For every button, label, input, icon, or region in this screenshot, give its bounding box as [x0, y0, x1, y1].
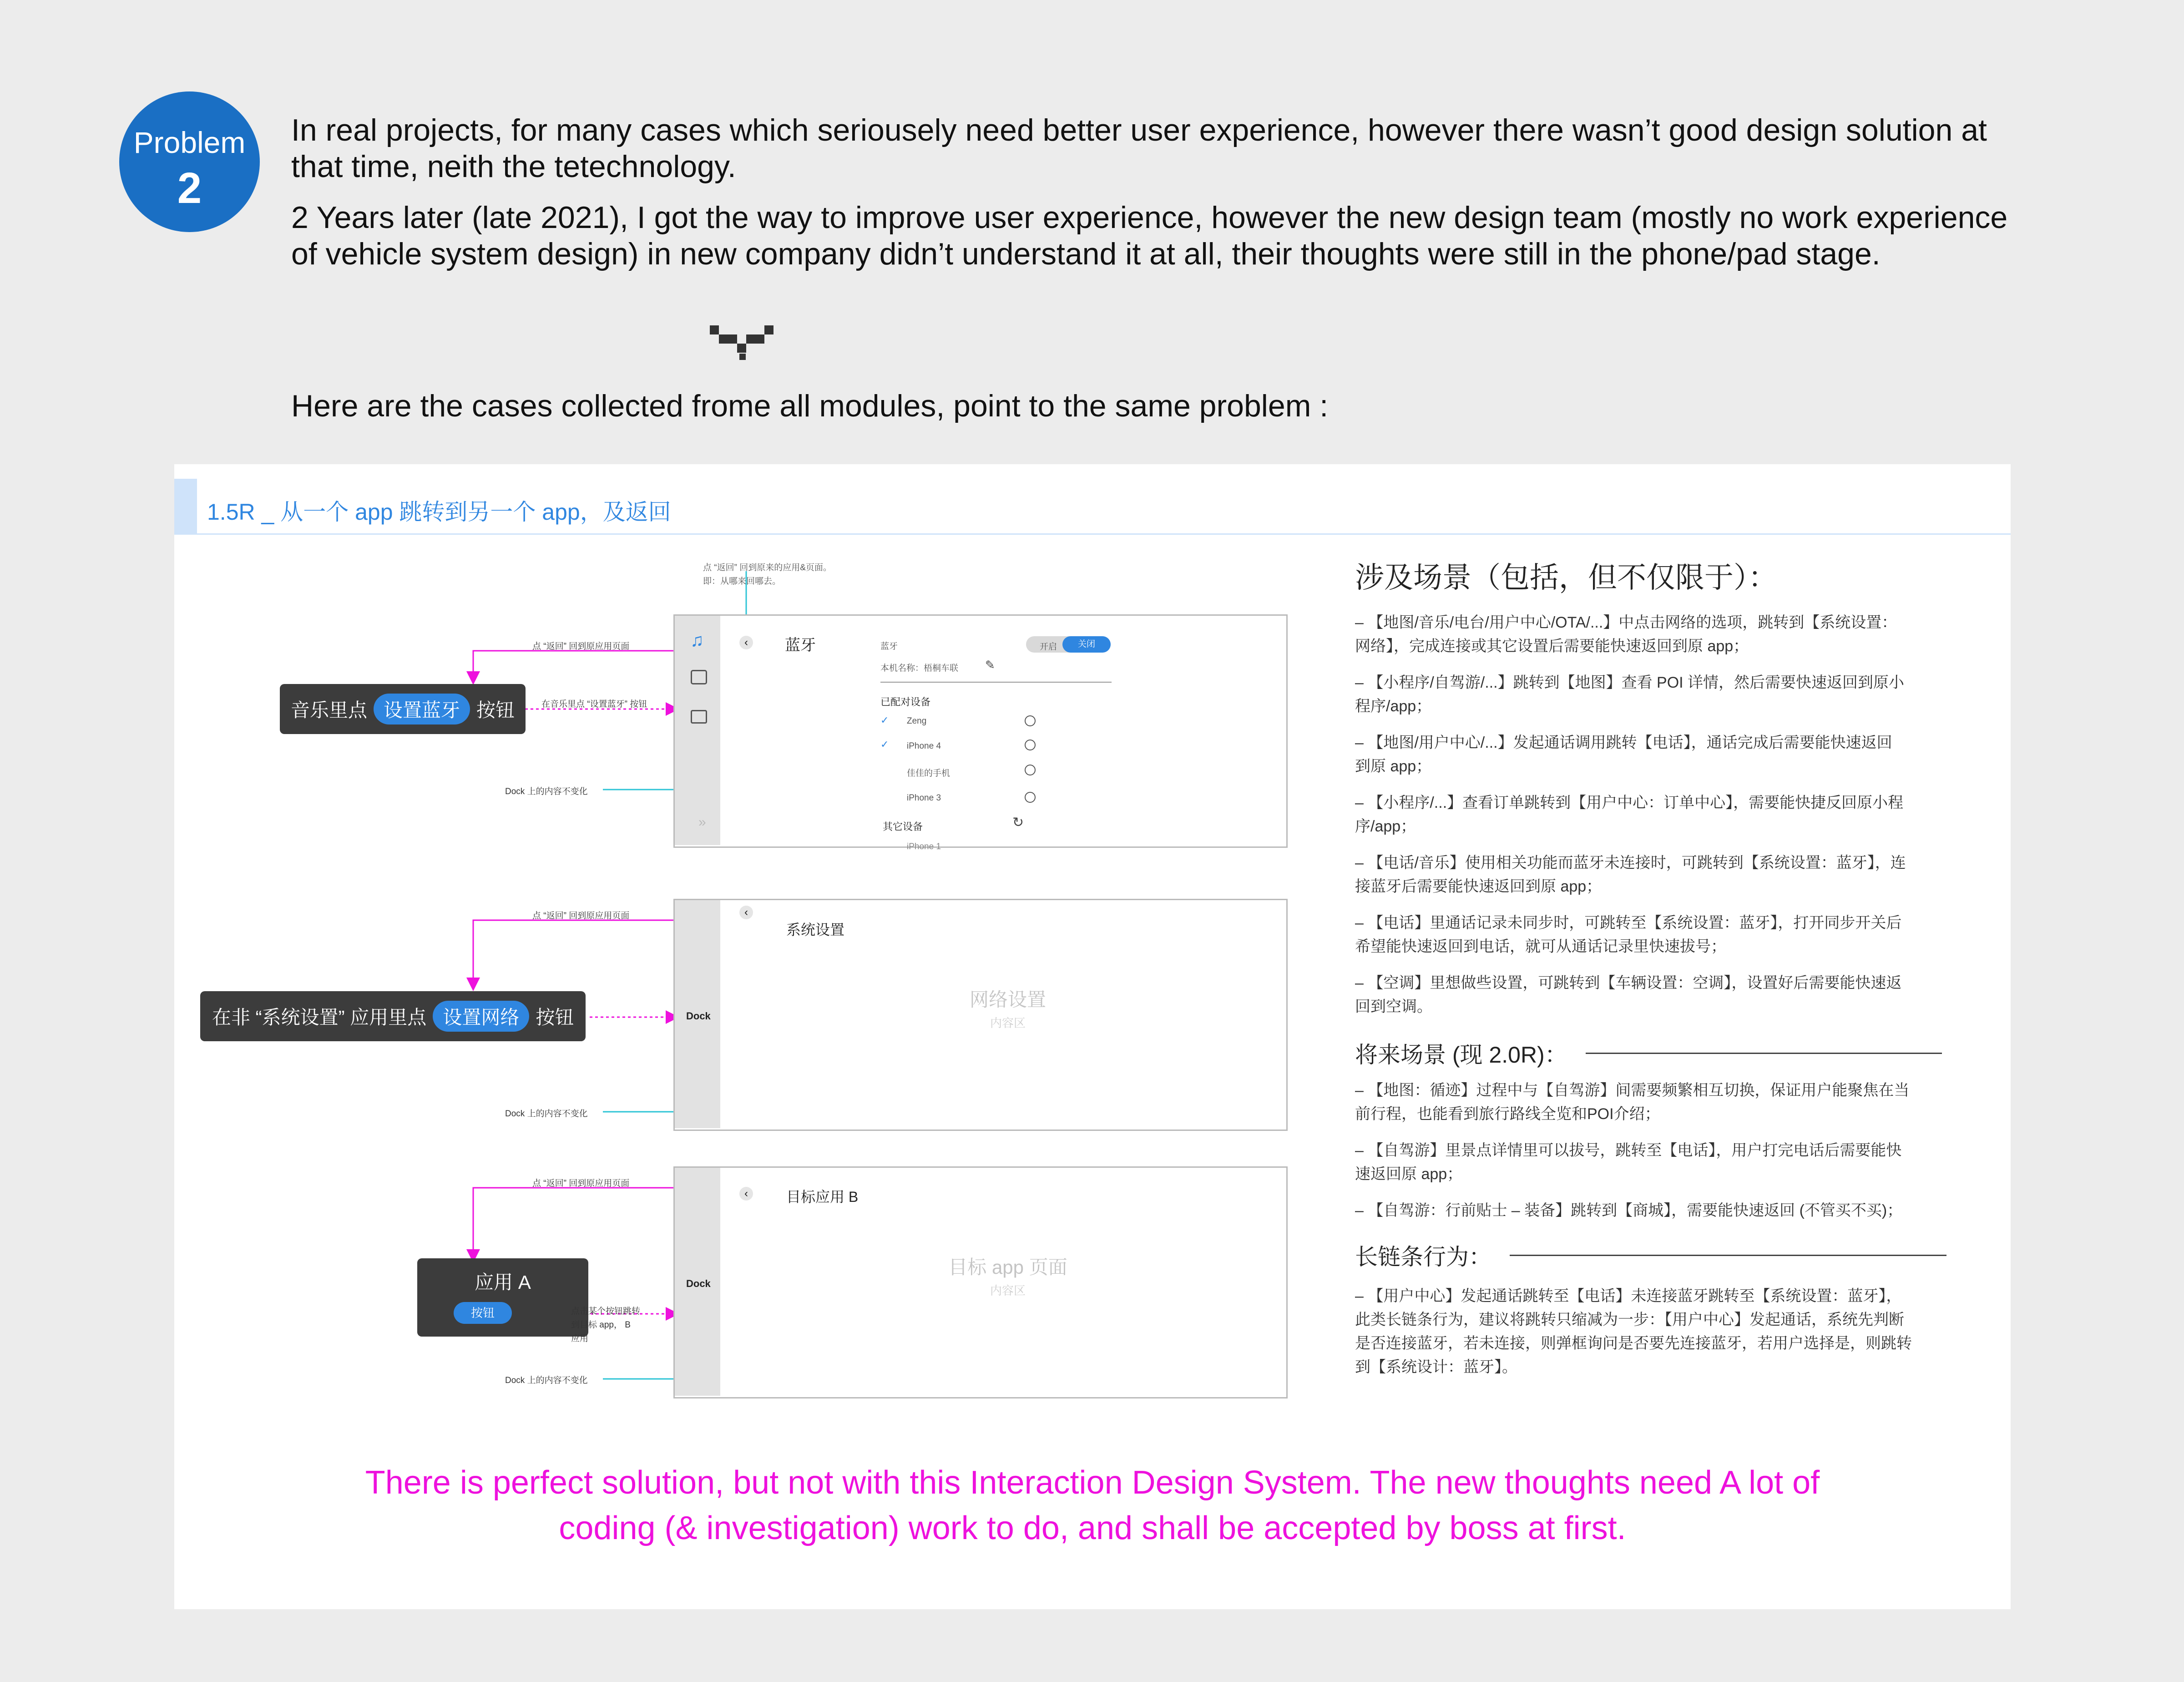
other-device[interactable]: iPhone 1	[907, 842, 941, 851]
media-icon[interactable]	[691, 710, 707, 724]
future-list	[1355, 1079, 1960, 1222]
paired-device[interactable]: iPhone 4	[907, 741, 941, 751]
content-subtitle: 内容区	[990, 1284, 1026, 1297]
future-item: – 【地图：循迹】过程中与【自驾游】间需要频繁相互切换，保证用户能聚焦在当 前行程，也能看到旅行路线全览和POI介绍；	[1355, 1082, 1910, 1123]
conclusion-line: There is perfect solution, but not with this Interaction Design System. The new thoughts need A lot of	[365, 1464, 1820, 1501]
app-a-title: 应用 A	[475, 1272, 531, 1293]
content-subtitle: 内容区	[990, 1016, 1026, 1030]
future-heading	[1355, 1037, 1942, 1069]
future-item: – 【自驾游：行前贴士 – 装备】跳转到【商城】，需要能快速返回 (不管买不买)；	[1355, 1202, 1903, 1219]
intro-line: of vehicle system design) in new company didn’t understand it at all, their thoughts were still in the phone/pad stage.	[291, 237, 1881, 271]
heading-rule	[1510, 1255, 1946, 1256]
check-icon: ✓	[880, 714, 889, 726]
badge-number: 2	[177, 164, 202, 213]
device-name: 本机名称：梧桐车联	[880, 664, 959, 673]
dock-note: Dock 上的内容不变化	[505, 1109, 588, 1119]
back-note: 点 “返回” 回到原应用页面	[532, 1179, 630, 1188]
arrow-note: 应用	[571, 1334, 589, 1343]
callout-text: 在非 “系统设置” 应用里点	[212, 1007, 427, 1028]
long-chain-item: – 【用户中心】发起通话跳转至【电话】未连接蓝牙跳转至【系统设置：蓝牙】， 此类长链条行为，建议将跳转只缩减为一步：【用户中心】发起通话，系统先判断 是否连接蓝牙，若未连接，则弹框询问是否要先连接蓝牙，若用户选择是，则跳转 到【系统设计：蓝牙】。	[1355, 1287, 1912, 1376]
bluetooth-label: 蓝牙	[880, 642, 898, 651]
arrow-note: 在音乐里点 “设置蓝牙” 按钮	[541, 699, 647, 709]
screen-title: 目标应用 B	[786, 1189, 859, 1205]
future-heading-text: 将来场景 (现 2.0R)：	[1355, 1042, 1567, 1068]
scenes-heading: 涉及场景（包括，但不仅限于）：	[1355, 561, 1777, 594]
scenes-list	[1355, 611, 1960, 1018]
back-note: 点 “返回” 回到原应用页面	[532, 911, 630, 921]
long-chain-heading	[1355, 1239, 1946, 1272]
info-icon[interactable]	[1025, 765, 1036, 775]
bluetooth-toggle[interactable]	[1026, 636, 1111, 653]
callout-text: 音乐里点	[291, 699, 368, 721]
section-title: 1.5R _ 从一个 app 跳转到另一个 app，及返回	[207, 499, 671, 525]
toggle-on-label: 开启	[1040, 642, 1057, 652]
intro-line: In real projects, for many cases which seriousely need better user experience, however there wasn’t good design solution at	[291, 113, 1987, 147]
top-note: 点 “返回” 回到原来的应用&页面。	[703, 563, 832, 572]
music-note-icon[interactable]: ♫	[690, 630, 704, 650]
scene-item: – 【地图/用户中心/...】发起通话调用跳转【电话】，通话完成后需要能快速返回 到原 app；	[1355, 734, 1892, 775]
app-a-button[interactable]: 按钮	[454, 1302, 512, 1324]
arrow-note: 到目标 app， B	[571, 1320, 631, 1330]
back-icon[interactable]: ‹	[739, 1187, 753, 1201]
scene-item: – 【空调】里想做些设置，可跳转到【车辆设置：空调】，设置好后需要能快速返 回到空调。	[1355, 974, 1902, 1015]
long-chain-heading-text: 长链条行为：	[1355, 1244, 1491, 1270]
intro-cases-line: Here are the cases collected frome all modules, point to the same problem :	[291, 389, 1329, 423]
toggle-off-label: 关闭	[1062, 636, 1111, 653]
other-devices-title: 其它设备	[883, 821, 923, 832]
back-icon[interactable]: ‹	[739, 906, 753, 919]
screen-title: 系统设置	[786, 922, 845, 938]
scene-item: – 【小程序/...】查看订单跳转到【用户中心：订单中心】，需要能快捷反回原小程 序/app；	[1355, 794, 1904, 835]
future-item: – 【自驾游】里景点详情里可以拔号，跳转至【电话】，用户打完电话后需要能快 速返回原 app；	[1355, 1142, 1902, 1183]
bluetooth-screen	[673, 614, 1288, 848]
heading-rule	[1586, 1053, 1942, 1054]
back-note: 点 “返回” 回到原应用页面	[532, 642, 630, 651]
dock-note: Dock 上的内容不变化	[505, 787, 588, 796]
set-bluetooth-pill[interactable]: 设置蓝牙	[374, 694, 470, 724]
badge-word: Problem	[133, 126, 246, 159]
paired-device[interactable]: 佳佳的手机	[907, 769, 950, 778]
divider	[880, 682, 1112, 683]
scene-item: – 【小程序/自驾游/...】跳转到【地图】查看 POI 详情，然后需要快速返回到原小 程序/app；	[1355, 674, 1905, 715]
scene-item: – 【地图/音乐/电台/用户中心/OTA/...】中点击网络的选项，跳转到【系统设置： 网络】，完成连接或其它设置后需要能快速返回到原 app；	[1355, 614, 1897, 655]
scene-item: – 【电话】里通话记录未同步时，可跳转至【系统设置：蓝牙】，打开同步开关后 希望能快速返回到电话，就可从通话记录里快速拔号；	[1355, 914, 1902, 955]
content-title: 目标 app 页面	[948, 1256, 1067, 1278]
long-chain-list	[1355, 1284, 1960, 1379]
back-icon[interactable]: ‹	[739, 636, 753, 649]
paired-device[interactable]: iPhone 3	[907, 793, 941, 803]
dock-note: Dock 上的内容不变化	[505, 1376, 588, 1385]
screen-title: 蓝牙	[785, 637, 816, 654]
refresh-icon[interactable]: ↻	[1012, 815, 1024, 830]
paired-title: 已配对设备	[880, 696, 931, 708]
set-network-pill[interactable]: 设置网络	[433, 1001, 529, 1032]
intro-line: 2 Years later (late 2021), I got the way to improve user experience, however the new design team (mostly no work experience	[291, 200, 2008, 235]
callout-music	[280, 684, 526, 734]
info-icon[interactable]	[1025, 792, 1036, 803]
app-a-card	[417, 1258, 588, 1337]
dock-label: Dock	[686, 1278, 711, 1289]
callout-network	[200, 991, 586, 1041]
arrow-note: 点击某个按钮跳转	[571, 1307, 641, 1316]
dock-label: Dock	[686, 1010, 711, 1022]
info-icon[interactable]	[1025, 740, 1036, 750]
edit-icon[interactable]: ✎	[985, 658, 995, 672]
expand-dock-icon[interactable]: »	[698, 815, 706, 830]
callout-text: 按钮	[536, 1007, 574, 1028]
intro-line: that time, neith the tetechnology.	[291, 149, 736, 184]
content-title: 网络设置	[969, 989, 1046, 1010]
callout-text: 按钮	[476, 699, 515, 721]
conclusion-line: coding (& investigation) work to do, and shall be accepted by boss at first.	[559, 1510, 1626, 1546]
check-icon: ✓	[880, 739, 889, 750]
top-note: 即：从哪来回哪去。	[703, 577, 781, 586]
scene-item: – 【电话/音乐】使用相关功能而蓝牙未连接时，可跳转到【系统设置：蓝牙】，连 接蓝牙后需要能快速返回到原 app；	[1355, 854, 1906, 895]
paired-device[interactable]: Zeng	[907, 716, 927, 726]
radio-icon[interactable]	[691, 670, 707, 684]
info-icon[interactable]	[1025, 715, 1036, 726]
